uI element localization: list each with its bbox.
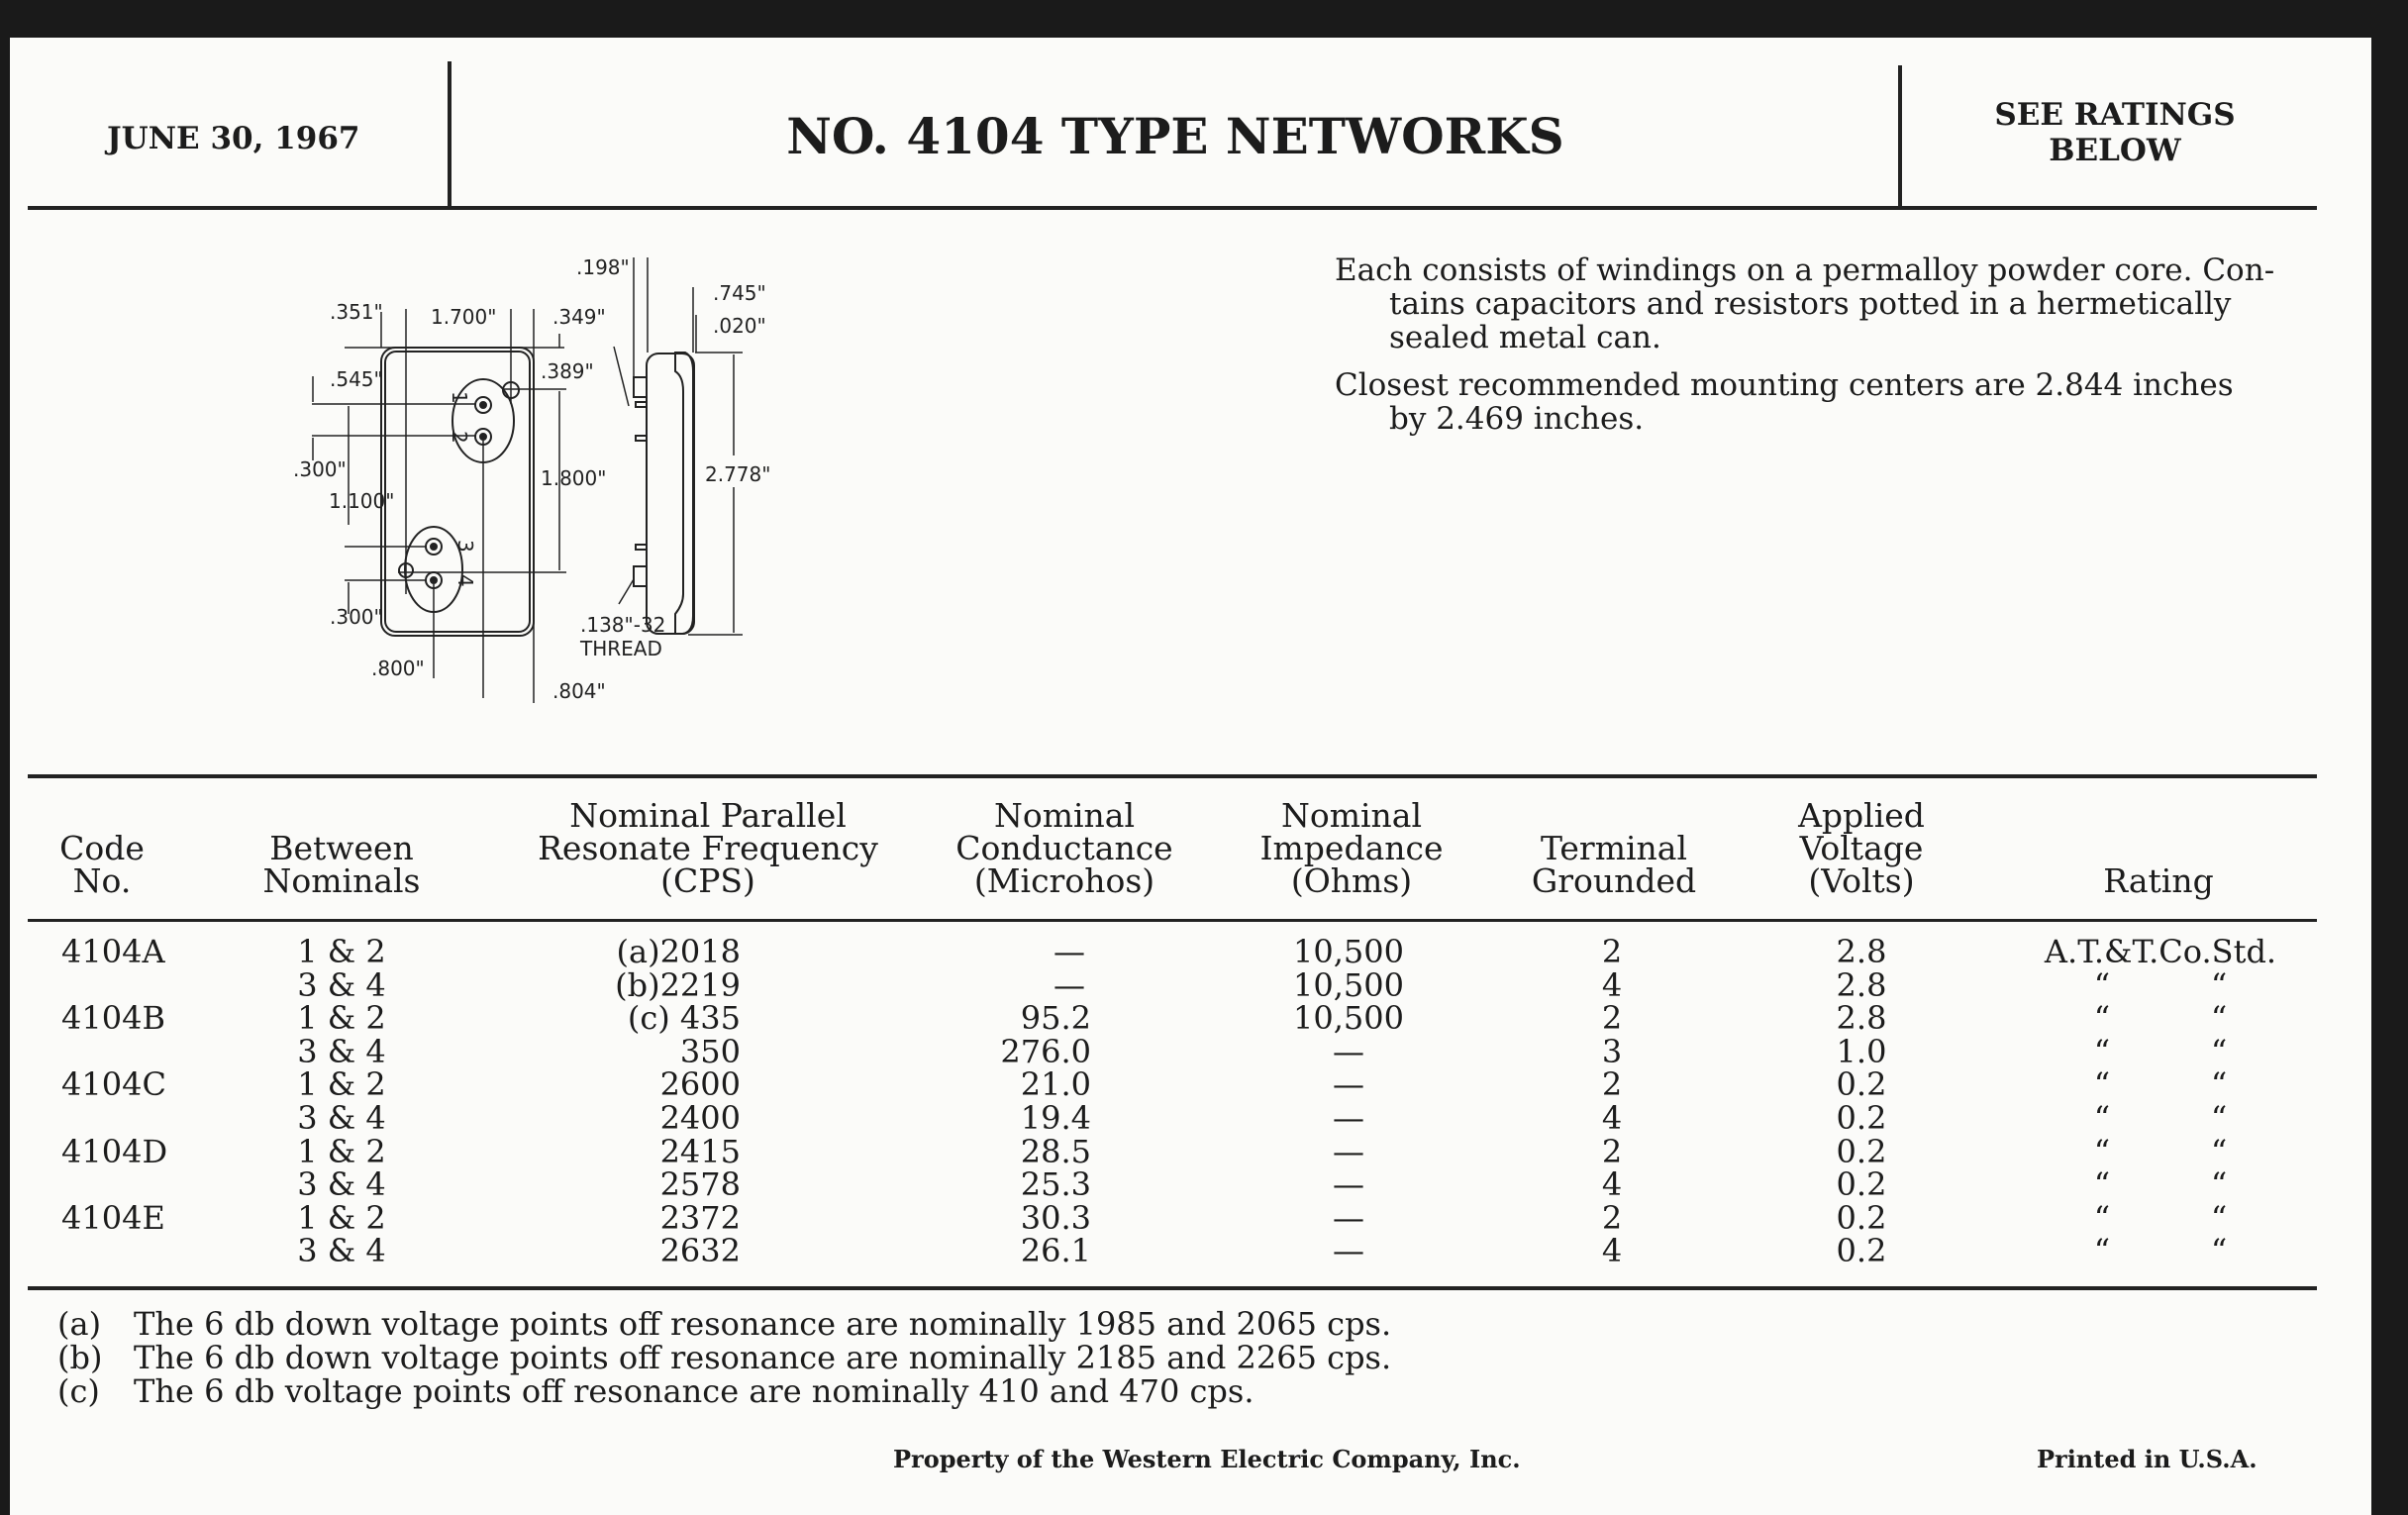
column-header-rating [2010, 861, 2307, 900]
dim-349: .349" [552, 305, 606, 329]
cell-imp: — [1333, 1198, 1364, 1237]
dim-351: .351" [330, 300, 383, 324]
cell-code: 4104C [61, 1065, 166, 1104]
threaded-stud [634, 377, 647, 397]
cell-volt: 0.2 [1836, 1198, 1887, 1237]
footnote-mark: (a) [57, 1305, 102, 1343]
description-line: by 2.469 inches. [1389, 401, 1645, 437]
column-header-line: Conductance [955, 829, 1173, 867]
cell-between: 1 & 2 [297, 999, 386, 1038]
table-top-rule [28, 774, 2317, 778]
cell-cond: 19.4 [1020, 1099, 1091, 1137]
dim-2778: 2.778" [705, 462, 771, 486]
cell-volt: 2.8 [1836, 999, 1887, 1038]
cell-term: 2 [1601, 1132, 1623, 1170]
cell-freq: 2578 [659, 1165, 741, 1204]
description-line: tains capacitors and resistors potted in a hermetically [1389, 286, 2232, 322]
terminal-label: 2 [448, 431, 471, 444]
ratings-note [1902, 97, 2328, 168]
cell-imp: — [1333, 1032, 1364, 1070]
cell-rating: “ “ [2093, 965, 2228, 1004]
cell-cond: — [1054, 933, 1085, 970]
terminal-label: 3 [453, 540, 477, 553]
cell-rating: “ “ [2093, 1165, 2228, 1204]
cell-term: 4 [1601, 1099, 1623, 1137]
column-header-imp [1228, 796, 1475, 900]
footnote-mark: (c) [57, 1372, 100, 1410]
outline-drawing [277, 228, 1119, 723]
dim-745: .745" [713, 281, 766, 305]
column-header-line: Between [269, 829, 414, 867]
dim-800: .800" [371, 656, 425, 680]
cell-rating: A.T.&T.Co.Std. [2044, 933, 2277, 970]
cell-imp: — [1333, 1165, 1364, 1204]
dim-1800: 1.800" [541, 466, 607, 490]
threaded-stud [634, 566, 647, 586]
cell-term: 3 [1601, 1032, 1623, 1070]
description [1335, 253, 2287, 436]
column-header-code [28, 829, 176, 900]
table-bottom-rule [28, 1286, 2317, 1290]
cell-imp: — [1333, 1099, 1364, 1137]
dim-545: .545" [330, 367, 383, 391]
cell-between: 1 & 2 [297, 1065, 386, 1104]
cell-freq: (c) 435 [627, 999, 741, 1038]
column-header-line: Nominals [262, 861, 421, 900]
column-header-line: (Ohms) [1290, 861, 1413, 900]
column-header-cond [941, 796, 1188, 900]
cell-term: 2 [1601, 1198, 1623, 1237]
cell-volt: 0.2 [1836, 1099, 1887, 1137]
ratings-note-line: BELOW [2049, 133, 2181, 168]
cell-volt: 1.0 [1836, 1032, 1887, 1070]
column-header-freq [525, 796, 891, 900]
cell-volt: 0.2 [1836, 1232, 1887, 1270]
terminal-label: 4 [453, 574, 477, 587]
cell-cond: 28.5 [1020, 1132, 1091, 1170]
footnote-mark: (b) [57, 1339, 103, 1376]
cell-imp: — [1333, 1132, 1364, 1170]
thread-label: .138"-32 [580, 613, 666, 637]
ratings-note-line: SEE RATINGS [1994, 97, 2236, 133]
cell-term: 2 [1601, 999, 1623, 1038]
cell-imp: — [1333, 1065, 1364, 1104]
column-header-line: (CPS) [660, 861, 755, 900]
cell-volt: 0.2 [1836, 1165, 1887, 1204]
cell-freq: 2400 [659, 1099, 741, 1137]
column-header-line: Nominal [993, 796, 1136, 835]
cell-freq: 2600 [659, 1065, 741, 1104]
cell-between: 3 & 4 [297, 1032, 386, 1070]
column-header-line: Rating [2103, 861, 2214, 900]
cell-term: 4 [1601, 1232, 1623, 1270]
cell-cond: 30.3 [1020, 1198, 1091, 1237]
column-header-line: Nominal Parallel [569, 796, 847, 835]
property-notice: Property of the Western Electric Company, Inc. [893, 1445, 1521, 1473]
cell-between: 1 & 2 [297, 1132, 386, 1170]
cell-rating: “ “ [2093, 1198, 2228, 1237]
dim-300-bottom: .300" [330, 605, 383, 629]
column-header-volt [1762, 796, 1960, 900]
dim-389: .389" [541, 359, 594, 383]
sheet-title: NO. 4104 TYPE NETWORKS [786, 107, 1564, 165]
thread-label: THREAD [580, 637, 662, 660]
cell-freq: 2372 [659, 1198, 741, 1237]
column-header-line: Code [59, 829, 145, 867]
column-header-line: (Microhos) [973, 861, 1155, 900]
cell-between: 1 & 2 [297, 933, 386, 970]
column-header-line: Applied [1798, 796, 1925, 835]
cell-cond: 21.0 [1020, 1065, 1091, 1104]
cell-freq: (b)2219 [615, 965, 741, 1004]
cell-cond: 95.2 [1020, 999, 1091, 1038]
cell-between: 3 & 4 [297, 1232, 386, 1270]
header-rule [28, 206, 2317, 210]
dim-1700: 1.700" [431, 305, 497, 329]
cell-freq: (a)2018 [616, 933, 741, 970]
cell-cond: 25.3 [1020, 1165, 1091, 1204]
cell-rating: “ “ [2093, 1132, 2228, 1170]
column-header-line: (Volts) [1808, 861, 1915, 900]
cell-freq: 2632 [659, 1232, 741, 1270]
cell-between: 3 & 4 [297, 1099, 386, 1137]
cell-term: 2 [1601, 933, 1623, 970]
footnote-text: The 6 db down voltage points off resonance are nominally 2185 and 2265 cps. [134, 1339, 1392, 1376]
column-header-between [248, 829, 436, 900]
cell-rating: “ “ [2093, 999, 2228, 1038]
printed-notice: Printed in U.S.A. [2037, 1445, 2258, 1473]
cell-volt: 2.8 [1836, 933, 1887, 970]
cell-term: 4 [1601, 965, 1623, 1004]
cell-volt: 0.2 [1836, 1065, 1887, 1104]
dim-020: .020" [713, 314, 766, 338]
column-header-line: Nominal [1280, 796, 1423, 835]
cell-rating: “ “ [2093, 1232, 2228, 1270]
dim-1100: 1.100" [329, 489, 395, 513]
footnote-text: The 6 db down voltage points off resonance are nominally 1985 and 2065 cps. [134, 1305, 1392, 1343]
cell-imp: 10,500 [1293, 965, 1404, 1004]
cell-volt: 0.2 [1836, 1132, 1887, 1170]
cell-between: 3 & 4 [297, 965, 386, 1004]
cell-code: 4104D [61, 1132, 168, 1170]
description-line: sealed metal can. [1389, 320, 1661, 355]
column-header-line: Resonate Frequency [538, 829, 878, 867]
cell-volt: 2.8 [1836, 965, 1887, 1004]
terminal-label: 1 [448, 391, 471, 404]
dim-198: .198" [576, 255, 630, 279]
cell-term: 2 [1601, 1065, 1623, 1104]
column-header-line: Grounded [1531, 861, 1697, 900]
footnote-text: The 6 db voltage points off resonance are nominally 410 and 470 cps. [134, 1372, 1254, 1410]
column-header-line: Terminal [1540, 829, 1688, 867]
can-side-body [647, 354, 694, 634]
cell-imp: — [1333, 1232, 1364, 1270]
cell-cond: 276.0 [1000, 1032, 1091, 1070]
description-line: Each consists of windings on a permalloy powder core. Con- [1335, 252, 2275, 288]
description-line: Closest recommended mounting centers are 2.844 inches [1335, 367, 2234, 403]
cell-cond: — [1054, 965, 1085, 1004]
cell-term: 4 [1601, 1165, 1623, 1204]
column-header-line: Impedance [1259, 829, 1444, 867]
table-header-rule [28, 919, 2317, 922]
cell-rating: “ “ [2093, 1065, 2228, 1104]
cell-rating: “ “ [2093, 1099, 2228, 1137]
cell-freq: 350 [679, 1032, 741, 1070]
column-header-term [1515, 829, 1713, 900]
dim-300-top: .300" [293, 457, 347, 481]
column-header-line: Voltage [1799, 829, 1924, 867]
cell-freq: 2415 [659, 1132, 741, 1170]
cell-code: 4104B [61, 999, 165, 1038]
cell-between: 3 & 4 [297, 1165, 386, 1204]
cell-cond: 26.1 [1020, 1232, 1091, 1270]
cell-imp: 10,500 [1293, 933, 1404, 970]
dim-804: .804" [552, 679, 606, 703]
cell-between: 1 & 2 [297, 1198, 386, 1237]
cell-imp: 10,500 [1293, 999, 1404, 1038]
column-header-line: No. [72, 861, 132, 900]
sheet-date: JUNE 30, 1967 [107, 121, 360, 156]
cell-code: 4104A [61, 933, 165, 970]
cell-code: 4104E [61, 1198, 165, 1237]
cell-rating: “ “ [2093, 1032, 2228, 1070]
